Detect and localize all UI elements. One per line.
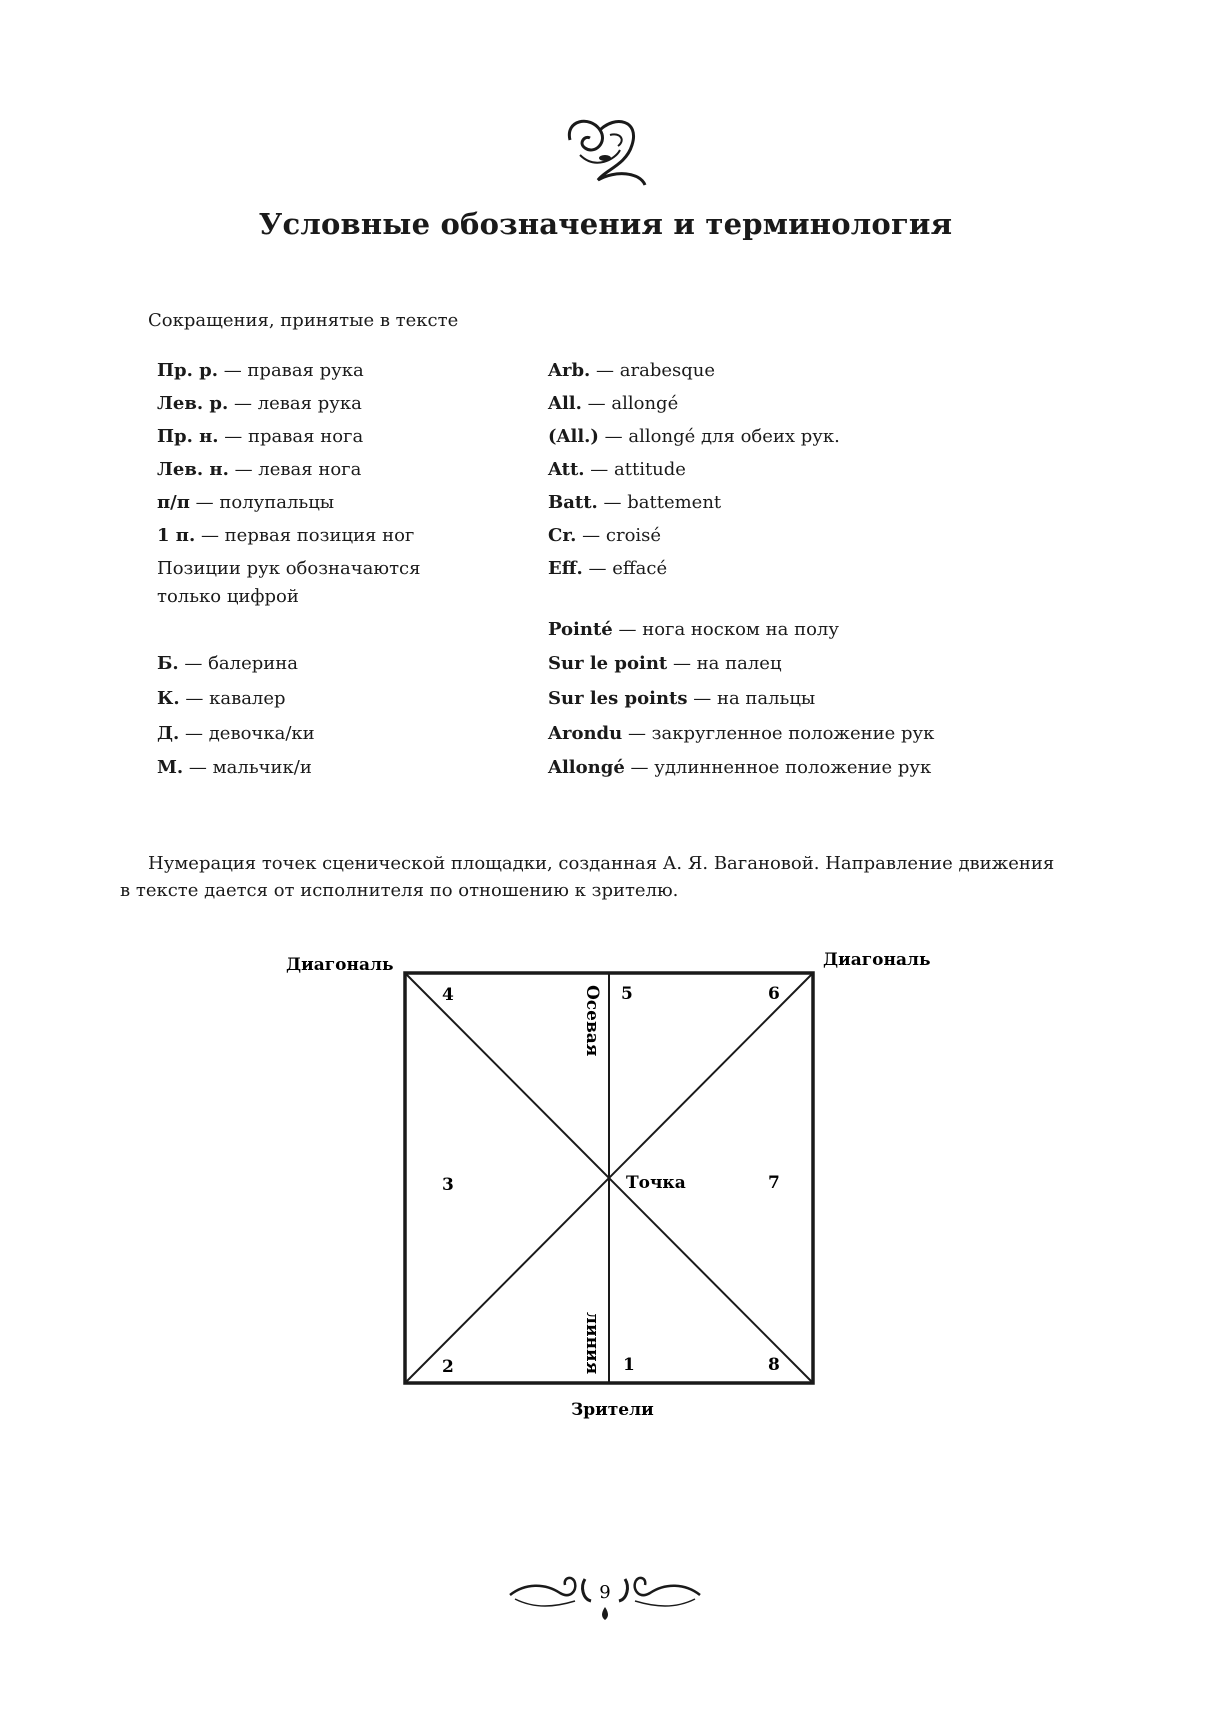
abbr-row: Arondu — закругленное положение рук <box>548 723 935 744</box>
axis-label-top: Осевая <box>582 985 602 1057</box>
abbreviations-caption: Сокращения, принятые в тексте <box>148 310 459 331</box>
abbr-row: К. — кавалер <box>157 688 286 709</box>
point-4: 4 <box>442 985 454 1005</box>
abbr-row: All. — allongé <box>548 393 679 414</box>
abbr-row: Att. — attitude <box>548 459 686 480</box>
footer-ornament <box>505 1565 705 1625</box>
abbr-row: Allongé — удлинненное положение рук <box>548 757 932 778</box>
intro-line: Нумерация точек сценической площадки, созданная А. Я. Вагановой. Направление движения <box>148 853 1055 874</box>
abbr-row: Пр. н. — правая нога <box>157 426 364 447</box>
abbr-row: 1 п. — первая позиция ног <box>157 525 415 546</box>
diagonal-label-left: Диагональ <box>286 955 394 975</box>
abbr-row: Pointé — нога носком на полу <box>548 619 839 640</box>
abbr-row: Б. — балерина <box>157 653 299 674</box>
abbr-row: Пр. р. — правая рука <box>157 360 364 381</box>
page-number: 9 <box>599 1582 611 1603</box>
abbr-row: п/п — полупальцы <box>157 492 335 513</box>
abbr-row: М. — мальчик/и <box>157 757 312 778</box>
axis-label-bottom: линия <box>582 1312 602 1375</box>
abbr-row: Лев. н. — левая нога <box>157 459 362 480</box>
abbr-row: (All.) — allongé для обеих рук. <box>548 426 840 447</box>
abbr-row: Sur le point — на палец <box>548 653 782 674</box>
point-8: 8 <box>768 1355 780 1375</box>
point-3: 3 <box>442 1175 454 1195</box>
point-5: 5 <box>621 984 633 1004</box>
intro-line: в тексте дается от исполнителя по отношению к зрителю. <box>120 880 679 901</box>
center-point-label: Точка <box>626 1173 686 1193</box>
diagonal-label-right: Диагональ <box>823 950 931 970</box>
abbr-row: Д. — девочка/ки <box>157 723 315 744</box>
audience-label: Зрители <box>571 1400 654 1420</box>
abbr-row: Cr. — croisé <box>548 525 662 546</box>
abbr-note-line: только цифрой <box>157 586 299 607</box>
abbr-row: Eff. — effacé <box>548 558 668 579</box>
abbr-row: Sur les points — на пальцы <box>548 688 816 709</box>
point-2: 2 <box>442 1357 454 1377</box>
point-7: 7 <box>768 1173 780 1193</box>
abbr-row: Arb. — arabesque <box>548 360 716 381</box>
abbr-row: Batt. — battement <box>548 492 722 513</box>
abbr-row: Лев. р. — левая рука <box>157 393 362 414</box>
page-title: Условные обозначения и терминология <box>258 207 953 241</box>
abbr-note-line: Позиции рук обозначаются <box>157 558 421 579</box>
point-6: 6 <box>768 984 780 1004</box>
point-1: 1 <box>623 1355 635 1375</box>
